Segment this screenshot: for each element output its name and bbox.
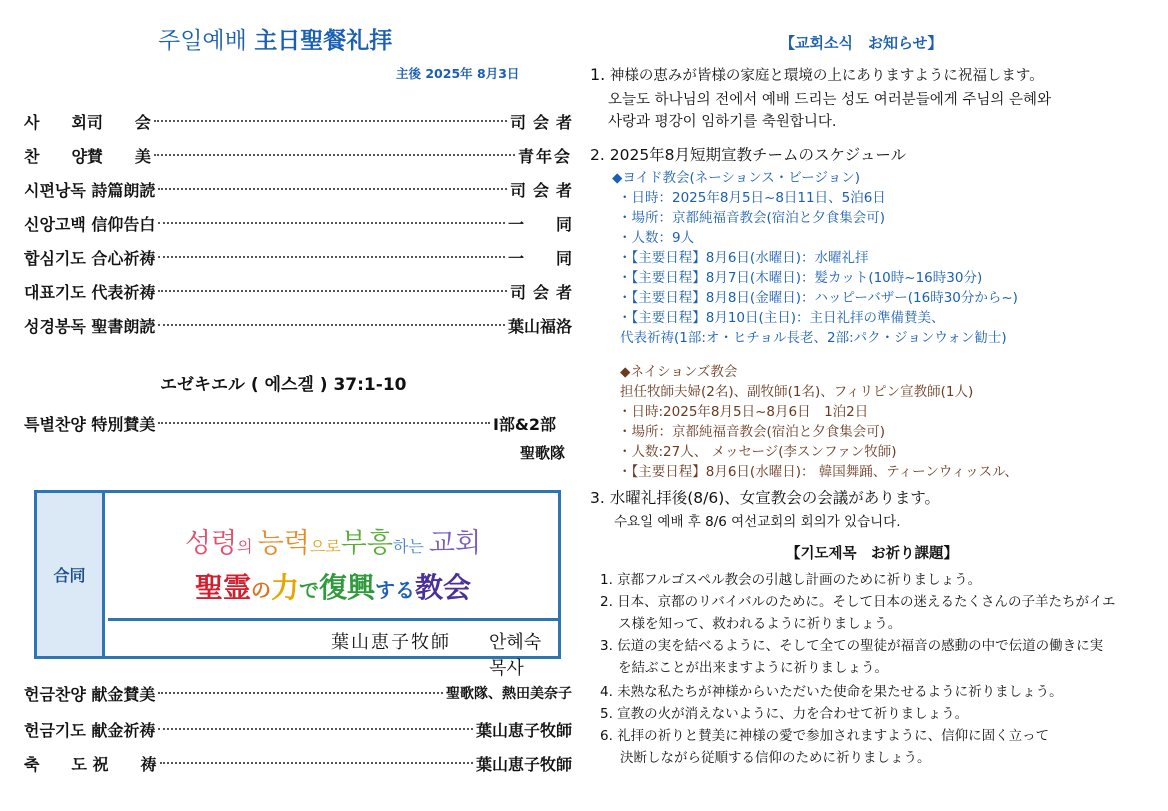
leader-dots <box>154 120 507 122</box>
service-date: 主後 2025年 8月3日 <box>396 66 520 81</box>
sermon-theme <box>108 493 558 621</box>
order-label-ja: 聖書朗読 <box>91 316 156 336</box>
prayer-item-continued: 決断しながら従順する信仰のために祈りましょう。 <box>620 750 931 766</box>
order-label-ja: 特別賛美 <box>91 414 156 434</box>
order-row-special-music <box>24 410 572 436</box>
team-yoido-line: ・人数：9人 <box>618 230 695 246</box>
leader-dots <box>158 728 473 730</box>
news-item-1-korean-line2: 사랑과 평강이 임하기를 축원합니다. <box>608 114 837 130</box>
leader-dots <box>158 188 507 190</box>
order-role: 司会者 <box>509 112 579 132</box>
theme-korean: 성령의 능력으로부흥하는 교회 <box>184 528 482 559</box>
prayer-heading: 【기도제목 お祈り課題】 <box>786 546 959 562</box>
order-label-ja: 詩篇朗読 <box>91 180 156 200</box>
order-label-ja: 祝 祷 <box>92 754 157 774</box>
order-row-psalm <box>24 176 579 202</box>
order-role: 葉山恵子牧師 <box>475 754 572 774</box>
order-role: 司会者 <box>509 180 579 200</box>
team-yoido-line: ・日時：2025年8月5日~8日11日、5泊6日 <box>618 190 886 206</box>
team-yoido-line: ・【主要日程】8月8日(金曜日)：ハッピーバザー(16時30分から~) <box>618 290 1018 306</box>
team-nations-title: ◆ネイションズ教会 <box>620 364 738 380</box>
order-role: 一 同 <box>507 214 572 234</box>
team-nations-line: ・【主要日程】8月6日(水曜日)： 韓国舞踊、ティーンウィッスル、 <box>618 464 1019 480</box>
team-nations-line: ・場所：京都純福音教会(宿泊と夕食集会可) <box>618 424 886 440</box>
team-yoido-line: ・【主要日程】8月7日(木曜日)：髪カット(10時~16時30分) <box>618 270 983 286</box>
order-role: 一 同 <box>507 248 572 268</box>
team-yoido-line: 代表祈祷(1部:オ・ヒチョル長老、2部:パク・ジョンウォン勧士) <box>620 330 1007 346</box>
team-yoido-line: ・【主要日程】8月6日(水曜日)：水曜礼拝 <box>618 250 869 266</box>
theme-japanese: 聖霊の力で復興する教会 <box>194 571 472 604</box>
leader-dots <box>158 290 507 292</box>
order-label-ko: 사 회 <box>24 112 87 132</box>
order-row-hymn <box>24 142 572 168</box>
leader-dots <box>158 256 505 258</box>
prayer-item-continued: を結ぶことが出来ますように祈りましょう。 <box>618 660 888 676</box>
order-row-unison-prayer <box>24 244 572 270</box>
news-item-1: 1. 神様の恵みが皆様の家庭と環境の上にありますように祝福します。 <box>590 65 1044 84</box>
leader-dots <box>158 422 490 424</box>
order-label-ko: 축 도 <box>24 754 87 774</box>
prayer-item: 3. 伝道の実を結べるように、そして全ての聖徒が福音の感動の中で伝道の働きに実 <box>600 638 1104 654</box>
sermon-box <box>34 490 561 679</box>
leader-dots <box>154 154 515 156</box>
team-nations-line: 担任牧師夫婦(2名)、副牧師(1名)、フィリピン宣教師(1人) <box>620 384 974 400</box>
prayer-item: 6. 礼拝の祈りと賛美に神様の愛で参加されますように、信仰に固く立って <box>600 728 1050 744</box>
leader-dots <box>158 692 443 694</box>
choir-label: 聖歌隊 <box>520 444 566 462</box>
team-nations-line: ・人数:27人、 メッセージ(李スンファン牧師) <box>618 444 897 460</box>
team-yoido-title: ◆ヨイド教会(ネーションス・ビージョン) <box>612 170 860 186</box>
order-label-ko: 합심기도 <box>24 248 86 268</box>
order-label-ko: 헌금기도 <box>24 720 86 740</box>
leader-dots <box>160 762 473 764</box>
order-label-ja: 賛 美 <box>86 146 151 166</box>
news-item-3: 3. 水曜礼拝後(8/6)、女宣教会の会議があります。 <box>590 489 941 507</box>
order-row-scripture-reading <box>24 312 572 338</box>
order-label-ja: 信仰告白 <box>91 214 156 234</box>
order-label-ko: 시편낭독 <box>24 180 86 200</box>
page-title <box>158 22 392 55</box>
news-item-1-korean-line1: 오늘도 하나님의 전에서 예배 드리는 성도 여러분들에게 주님의 은혜와 <box>608 92 1052 108</box>
team-yoido-line: ・場所：京都純福音教会(宿泊と夕食集会可) <box>618 210 886 226</box>
order-label-ko: 성경봉독 <box>24 316 86 336</box>
prayer-item: 5. 宣教の火が消えないように、力を合わせて祈りましょう。 <box>600 706 969 722</box>
order-role: 葉山福洛 <box>507 316 572 336</box>
order-row-presiding <box>24 108 579 134</box>
prayer-item: 1. 京都フルゴスペル教会の引越し計画のために祈りましょう。 <box>600 572 982 588</box>
leader-dots <box>158 324 505 326</box>
title-korean: 주일예배 <box>158 28 247 54</box>
order-label-ko: 특별찬양 <box>24 414 86 434</box>
preacher-japanese: 葉山恵子牧師 <box>331 632 451 653</box>
prayer-item-continued: ス様を知って、救われるように祈りましょう。 <box>618 616 902 632</box>
order-row-benediction <box>24 750 572 776</box>
news-item-2-title: 2. 2025年8月短期宣教チームのスケジュール <box>590 146 907 164</box>
order-row-creed <box>24 210 572 236</box>
announcements-panel <box>590 0 1168 811</box>
order-label-ko: 찬 양 <box>24 146 87 166</box>
team-yoido-line: ・【主要日程】8月10日(主日)：主日礼拝の準備賛美、 <box>618 310 945 326</box>
preacher-korean: 안혜숙목사 <box>489 632 542 679</box>
order-label-ko: 신앙고백 <box>24 214 86 234</box>
title-japanese: 主日聖餐礼拝 <box>254 28 393 54</box>
news-item-3-korean: 수요일 예배 후 8/6 여선교회의 회의가 있습니다. <box>614 514 901 530</box>
sermon-side-label: 合同 <box>37 493 105 656</box>
order-role: 司会者 <box>509 282 579 302</box>
order-role: 青年会 <box>517 146 572 166</box>
order-role: 葉山恵子牧師 <box>475 720 572 740</box>
order-label-ja: 献金賛美 <box>91 684 156 704</box>
order-label-ja: 代表祈祷 <box>91 282 156 302</box>
order-role: 聖歌隊、熱田美奈子 <box>446 686 572 702</box>
scripture-reference: エゼキエル ( 에스겔 ) 37:1-10 <box>160 375 407 395</box>
prayer-item: 2. 日本、京都のリバイバルのために。そして日本の迷えるたくさんの子羊たちがイエ <box>600 594 1116 610</box>
sermon-preachers <box>108 624 558 679</box>
order-label-ko: 대표기도 <box>24 282 86 302</box>
team-nations-line: ・日時:2025年8月5日~8月6日 1泊2日 <box>618 404 869 420</box>
prayer-item: 4. 未熟な私たちが神様からいただいた使命を果たせるように祈りましょう。 <box>600 684 1063 700</box>
order-label-ja: 献金祈祷 <box>91 720 156 740</box>
order-label-ja: 合心祈祷 <box>91 248 156 268</box>
order-label-ko: 헌금찬양 <box>24 684 86 704</box>
order-role: Ⅰ部&2部 <box>492 414 556 434</box>
order-row-offering-hymn <box>24 680 572 706</box>
order-row-offering-prayer <box>24 716 572 742</box>
order-row-representative-prayer <box>24 278 579 304</box>
news-heading: 【교회소식 お知らせ】 <box>780 34 943 52</box>
leader-dots <box>158 222 505 224</box>
order-label-ja: 司 会 <box>86 112 151 132</box>
